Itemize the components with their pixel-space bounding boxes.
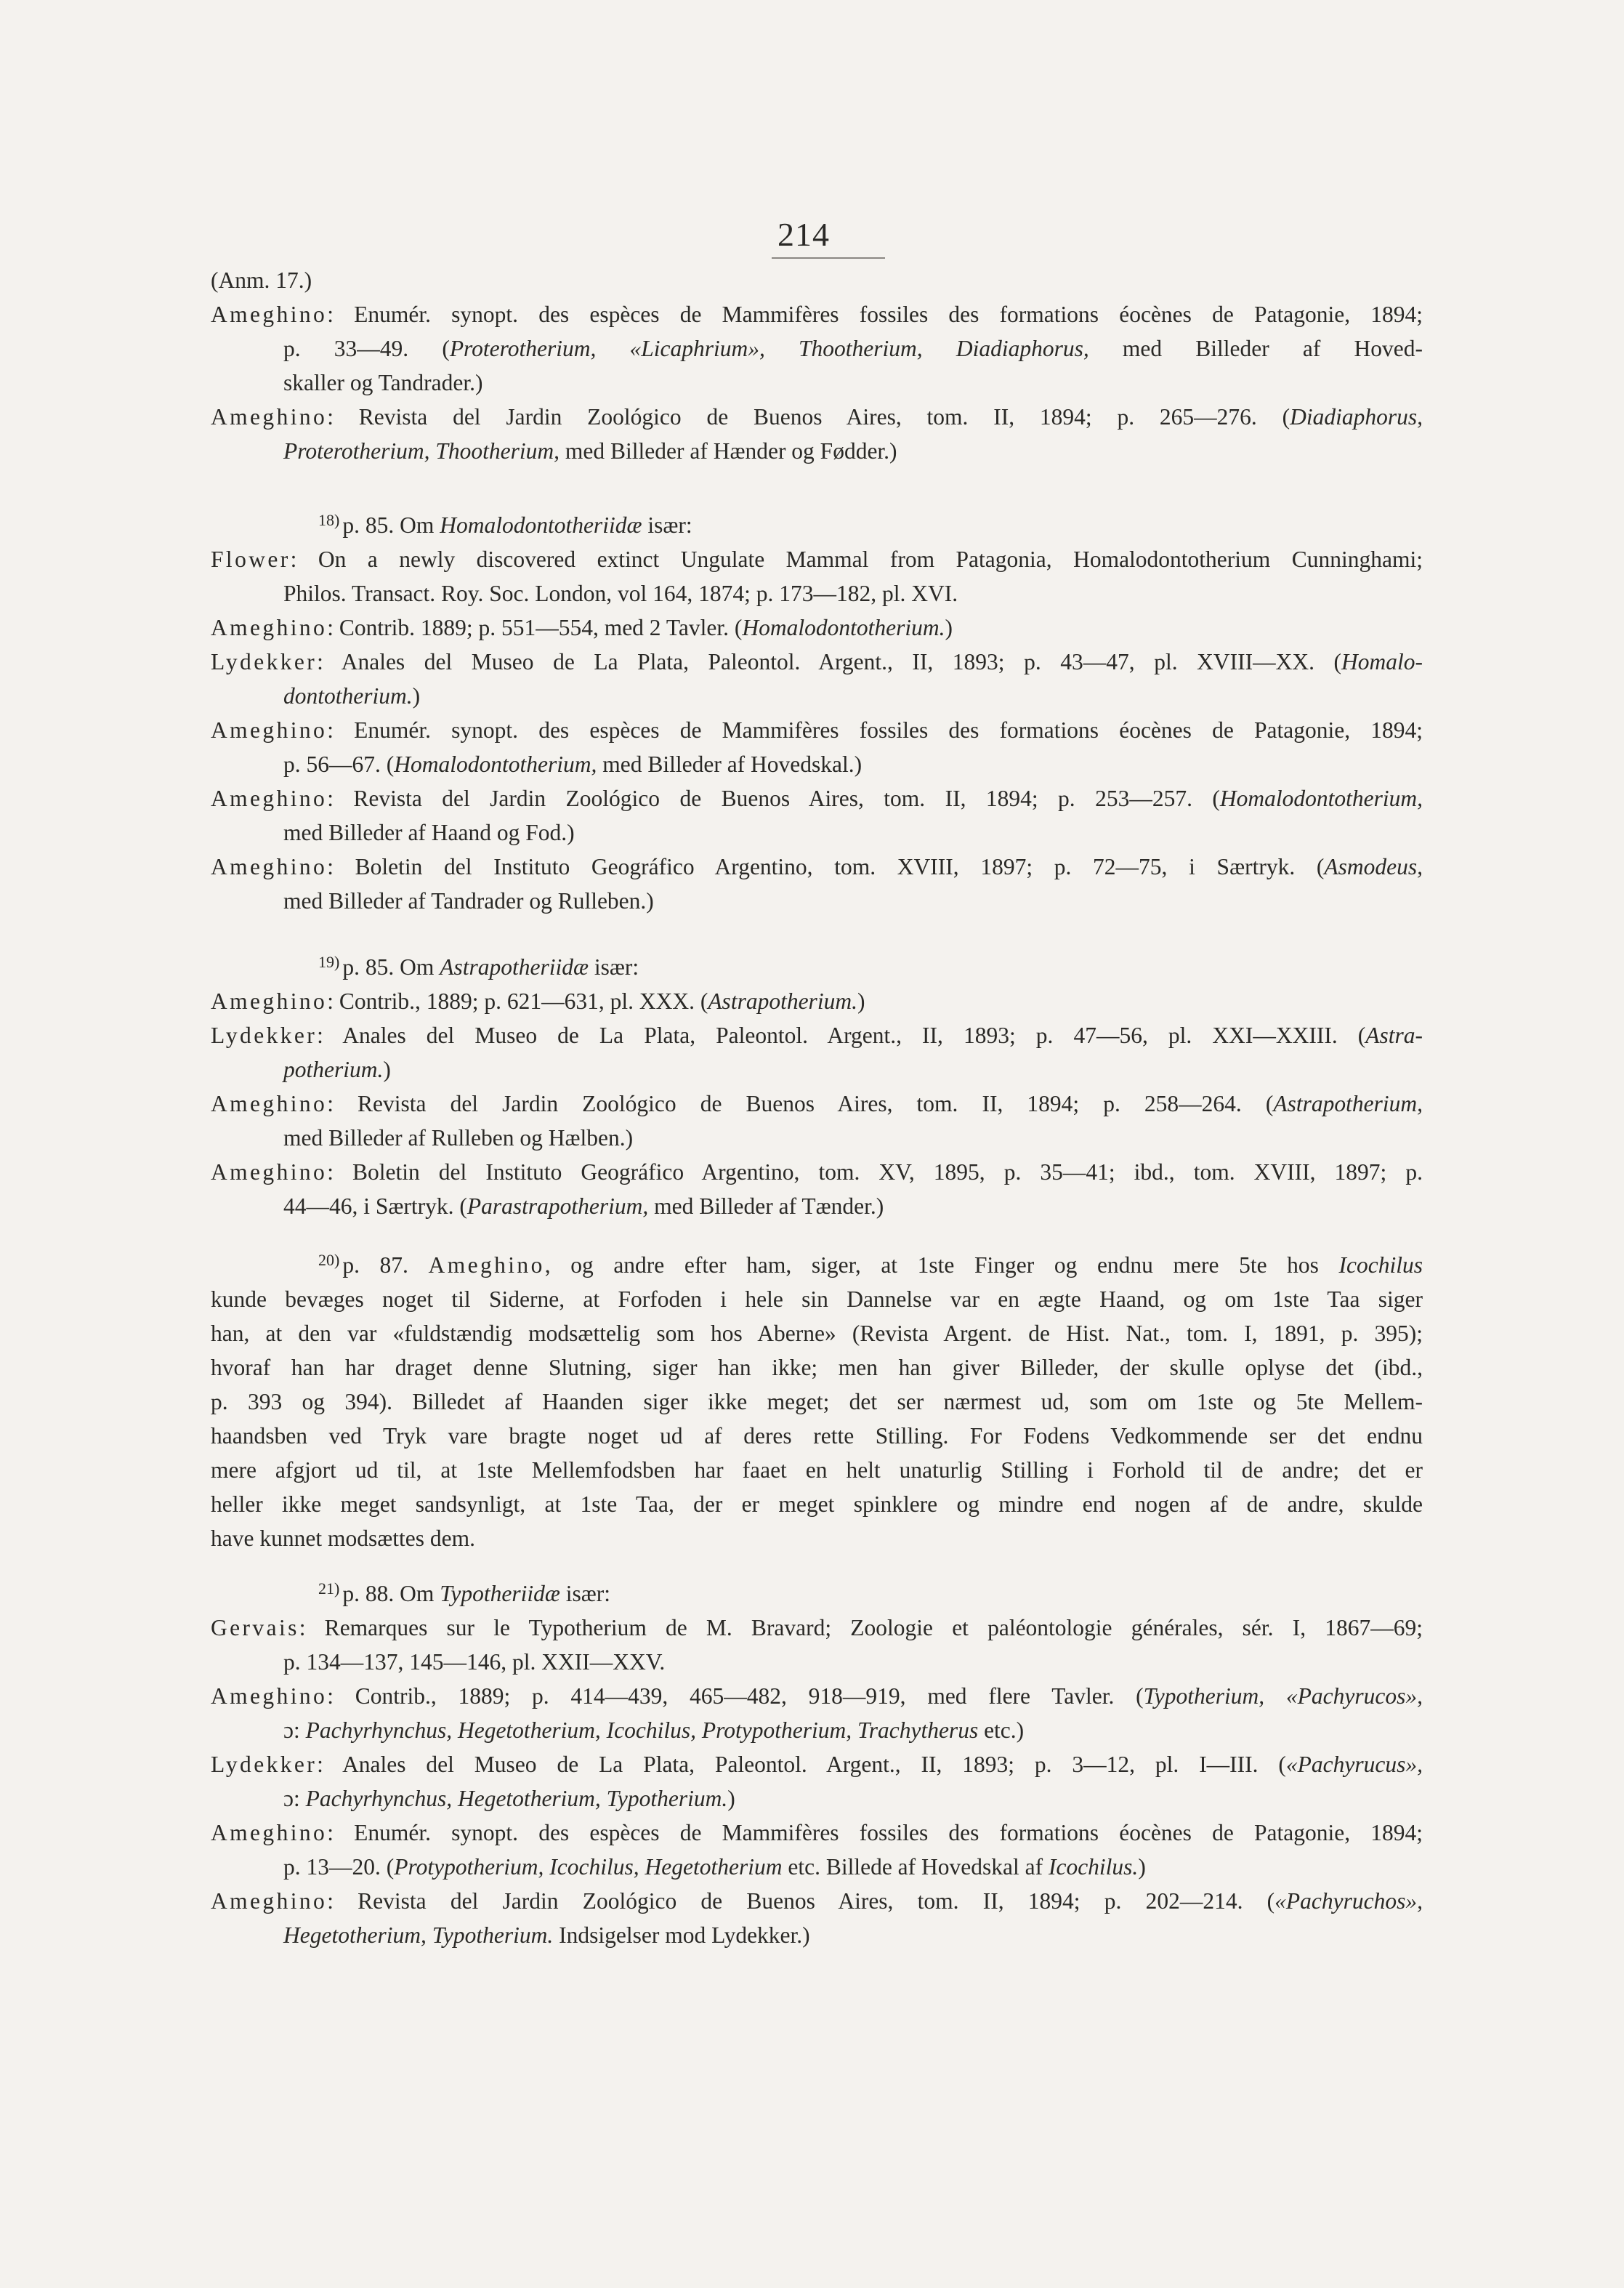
citation-line: potherium.) [283,1057,391,1082]
citation-line: med Billeder af Tandrader og Rulleben.) [283,888,654,914]
taxon-name: dontotherium. [283,683,413,709]
taxon-name: Protypotherium, Icochilus, Hegetotherium [394,1854,783,1880]
taxon-name: Pachyrhynchus, Hegetotherium, Icochilus, Protypotherium, Trachytherus [305,1717,979,1743]
citation-line: p. 33—49. (Proterotherium, «Licaphrium», Thootherium, Diadiaphorus, med Billeder af Hoved- [283,336,1423,361]
note-number: 19) [318,953,340,971]
citation-author: Ameghino [211,302,328,327]
citation-line: Ameghino: Boletin del Instituto Geográfico Argentino, tom. XV, 1895, p. 35—41; ibd., tom. XVIII, 1897; p. [211,1159,1423,1185]
citation-line: Philos. Transact. Roy. Soc. London, vol 164, 1874; p. 173—182, pl. XVI. [283,581,958,606]
citation-line: ɔ: Pachyrhynchus, Hegetotherium, Typotherium.) [283,1786,735,1811]
note-heading: $^{21)}$ p. 88. Om Typotheriidæ især: [318,1579,611,1606]
citation-author: Ameghino [211,1820,328,1845]
taxon-name: Astrapotherium. [708,988,857,1014]
paragraph-line: have kunnet modsættes dem. [211,1526,475,1551]
taxon-name: «Pachyruchos», [1274,1888,1423,1914]
citation-line: Gervais: Remarques sur le Typotherium de M. Bravard; Zoologie et paléontologie générales, sér. I, 1867—69; [211,1615,1423,1640]
note-18 [211,503,1423,918]
taxon-name: Homalodontotherium. [742,615,945,640]
citation-author: Ameghino [211,1159,328,1185]
citation-author: Lydekker [211,1023,318,1048]
citation-line: Ameghino: Revista del Jardin Zoológico de Buenos Aires, tom. II, 1894; p. 202—214. («Pachyruchos», [211,1888,1423,1914]
note-19 [211,945,1423,1223]
citation-line: Flower: On a newly discovered extinct Ungulate Mammal from Patagonia, Homalodontotherium Cunninghami; [211,547,1423,572]
taxon-name: Homalo- [1341,649,1423,674]
taxon-name: Proterotherium, Thootherium, [283,438,560,464]
taxon-name: potherium. [283,1057,384,1082]
taxon-name: Homalodontotherium, [394,752,597,777]
page-number: 214 [777,216,830,253]
taxon-name: Astrapotheriidæ [440,954,589,980]
note-heading: (Anm. 17.) [211,267,312,293]
citation-line: Lydekker: Anales del Museo de La Plata, Paleontol. Argent., II, 1893; p. 3—12, pl. I—III. («Pachyrucus», [211,1752,1423,1777]
note-17 [211,263,1423,468]
taxon-name: Icochilus. [1048,1854,1139,1880]
citation-line: Ameghino: Revista del Jardin Zoológico de Buenos Aires, tom. II, 1894; p. 258—264. (Astrapotherium, [211,1091,1423,1116]
citation-author: Ameghino [211,786,328,811]
paragraph-line: mere afgjort ud til, at 1ste Mellemfodsben har faaet en helt unaturlig Stilling i Forhold til de andre; det er [211,1457,1423,1483]
citation-author: Ameghino [211,1888,328,1914]
citation-line: ɔ: Pachyrhynchus, Hegetotherium, Icochilus, Protypotherium, Trachytherus etc.) [283,1717,1025,1743]
citation-author: Ameghino [211,404,328,430]
citation-line: p. 13—20. (Protypotherium, Icochilus, Hegetotherium etc. Billede af Hovedskal af Icochilus.) [283,1854,1146,1880]
note-21 [211,1571,1423,1952]
citation-line: Ameghino: Enumér. synopt. des espèces de Mammifères fossiles des formations éocènes de Patagonie, 1894; [211,1820,1423,1845]
taxon-name: Typotheriidæ [440,1581,560,1606]
citation-line: Ameghino: Contrib., 1889; p. 414—439, 465—482, 918—919, med flere Tavler. (Typotherium, «Pachyrucos», [211,1683,1423,1709]
note-number: 20) [318,1251,340,1269]
paragraph-line: haandsben ved Tryk vare bragte noget ud af deres rette Stilling. For Fodens Vedkommende ser det endnu [211,1423,1423,1449]
citation-line: p. 134—137, 145—146, pl. XXII—XXV. [283,1649,666,1675]
citation-line: 44—46, i Særtryk. (Parastrapotherium, med Billeder af Tænder.) [283,1193,884,1219]
citation-author: Ameghino [211,854,328,879]
citation-author: Gervais [211,1615,299,1640]
citation-author: Flower [211,547,291,572]
taxon-name: Proterotherium, «Licaphrium», Thootherium, Diadiaphorus, [449,336,1089,361]
citation-author: Lydekker [211,649,318,674]
citation-author: Lydekker [211,1752,318,1777]
paragraph-line: heller ikke meget sandsynligt, at 1ste Taa, der er meget spinklere og mindre end nogen af de andre, skulde [211,1491,1423,1517]
paragraph-line: p. 393 og 394). Billedet af Haanden siger ikke meget; det ser nærmest ud, som om 1ste og 5te Mellem- [211,1389,1423,1414]
citation-line: Ameghino: Boletin del Instituto Geográfico Argentino, tom. XVIII, 1897; p. 72—75, i Særtryk. (Asmodeus, [211,854,1423,879]
citation-author: Ameghino [211,615,328,640]
page-number-rule [772,257,885,259]
citation-author: Ameghino [211,1683,328,1709]
taxon-name: Hegetotherium, Typotherium. [283,1922,554,1948]
citation-author: Ameghino [211,717,328,743]
citation-author: Ameghino [211,988,328,1014]
paragraph-line: han, at den var «fuldstændig modsættelig som hos Aberne» (Revista Argent. de Hist. Nat., tom. I, 1891, p. 395); [211,1321,1423,1346]
citation-line: med Billeder af Rulleben og Hælben.) [283,1125,634,1151]
citation-line: p. 56—67. (Homalodontotherium, med Billeder af Hovedskal.) [283,752,863,777]
citation-line: Lydekker: Anales del Museo de La Plata, Paleontol. Argent., II, 1893; p. 47—56, pl. XXI—XXIII. (Astra- [211,1023,1423,1048]
taxon-name: Typotherium, «Pachyrucos», [1143,1683,1423,1709]
taxon-name: Homalodontotheriidæ [440,512,642,538]
citation-line: Ameghino: Revista del Jardin Zoológico de Buenos Aires, tom. II, 1894; p. 253—257. (Homalodontotherium, [211,786,1423,811]
citation-line: Hegetotherium, Typotherium. Indsigelser mod Lydekker.) [283,1922,810,1948]
citation-author: Ameghino [211,1091,328,1116]
citation-line: Ameghino: Enumér. synopt. des espèces de Mammifères fossiles des formations éocènes de Patagonie, 1894; [211,302,1423,327]
taxon-name: Pachyrhynchus, Hegetotherium, Typotherium. [305,1786,728,1811]
note-heading: $^{18)}$ p. 85. Om Homalodontotheriidæ især: [318,511,692,538]
taxon-name: Homalodontotherium, [1219,786,1423,811]
taxon-name: Parastrapotherium, [466,1193,649,1219]
citation-line: Lydekker: Anales del Museo de La Plata, Paleontol. Argent., II, 1893; p. 43—47, pl. XVIII—XX. (Homalo- [211,649,1423,674]
taxon-name: Icochilus [1338,1252,1423,1278]
taxon-name: Astra- [1365,1023,1423,1048]
taxon-name: Diadiaphorus, [1290,404,1423,430]
taxon-name: Astrapotherium, [1273,1091,1423,1116]
note-number: 21) [318,1579,340,1598]
citation-line: Ameghino: Revista del Jardin Zoológico de Buenos Aires, tom. II, 1894; p. 265—276. (Diadiaphorus, [211,404,1423,430]
taxon-name: «Pachyrucus», [1285,1752,1423,1777]
citation-author: Ameghino [428,1252,545,1278]
citation-line: Proterotherium, Thootherium, med Billeder af Hænder og Fødder.) [283,438,897,464]
note-20 [211,1243,1423,1555]
note-number: 18) [318,511,340,529]
citation-line: skaller og Tandrader.) [283,370,483,395]
paragraph-line: hvoraf han har draget denne Slutning, siger han ikke; men han giver Billeder, der skulle oplyse det (ibd., [211,1355,1423,1380]
citation-line: Ameghino: Enumér. synopt. des espèces de Mammifères fossiles des formations éocènes de Patagonie, 1894; [211,717,1423,743]
note-heading: $^{19)}$ p. 85. Om Astrapotheriidæ især: [318,953,639,980]
citation-line: dontotherium.) [283,683,421,709]
paragraph-line: $^{20)}$ p. 87. Ameghino, og andre efter ham, siger, at 1ste Finger og endnu mere 5te hos Icochilus [318,1251,1423,1278]
taxon-name: Asmodeus, [1324,854,1423,879]
citation-line: Ameghino: Contrib., 1889; p. 621—631, pl. XXX. (Astrapotherium.) [211,988,865,1014]
paragraph-line: kunde bevæges noget til Siderne, at Forfoden i hele sin Dannelse var en ægte Haand, og om 1ste Taa siger [211,1286,1423,1312]
citation-line: med Billeder af Haand og Fod.) [283,820,575,845]
citation-line: Ameghino: Contrib. 1889; p. 551—554, med 2 Tavler. (Homalodontotherium.) [211,615,953,640]
